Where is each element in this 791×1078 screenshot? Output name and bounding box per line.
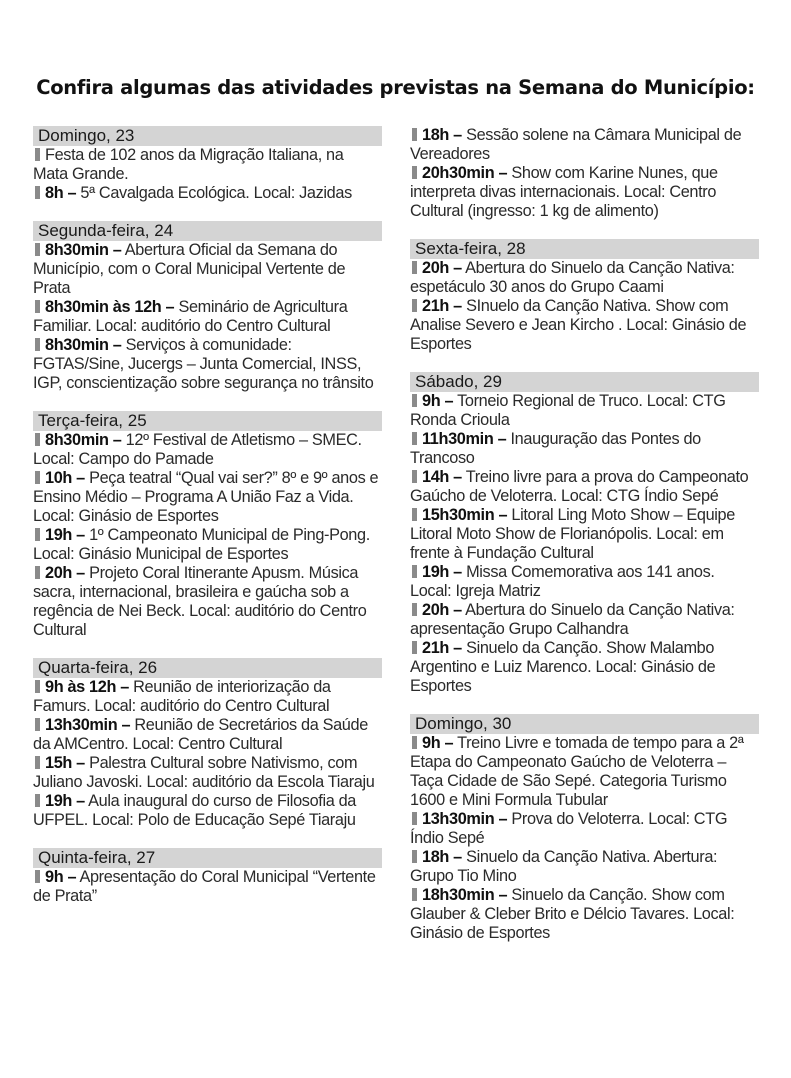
event-time: 15h – (45, 754, 85, 772)
event-text: 1º Campeonato Municipal de Ping-Pong. Local: Ginásio Municipal de Esportes (33, 526, 370, 563)
event-item (33, 678, 382, 716)
day-section (33, 221, 382, 393)
bullet-bar-icon (412, 812, 417, 825)
day-section (33, 658, 382, 830)
event-text: Abertura do Sinuelo da Canção Nativa: espetáculo 30 anos do Grupo Caami (410, 259, 735, 296)
event-time: 8h30min – (45, 336, 122, 354)
event-text: Show com Karine Nunes, que interpreta divas internacionais. Local: Centro Cultural (ingresso: 1 kg de alimento) (410, 164, 718, 220)
day-section (410, 372, 759, 696)
event-time: 13h30min – (422, 810, 508, 828)
event-item (33, 336, 382, 393)
event-item (410, 506, 759, 563)
event-item (410, 430, 759, 468)
event-time: 20h – (422, 259, 462, 277)
event-time: 20h – (422, 601, 462, 619)
event-item (410, 392, 759, 430)
bullet-bar-icon (412, 394, 417, 407)
event-item (33, 469, 382, 526)
event-time: 19h – (45, 526, 85, 544)
event-time: 15h30min – (422, 506, 508, 524)
event-item (410, 468, 759, 506)
event-item (410, 886, 759, 943)
day-header: Quarta-feira, 26 (33, 658, 382, 678)
event-time: 10h – (45, 469, 85, 487)
bullet-bar-icon (412, 508, 417, 521)
event-item (410, 126, 759, 164)
event-item (33, 241, 382, 298)
event-item (33, 564, 382, 640)
bullet-bar-icon (412, 261, 417, 274)
day-section (33, 848, 382, 906)
bullet-bar-icon (412, 736, 417, 749)
bullet-bar-icon (35, 300, 40, 313)
day-section (33, 411, 382, 640)
bullet-bar-icon (35, 471, 40, 484)
event-item (410, 164, 759, 221)
event-text: Sessão solene na Câmara Municipal de Vereadores (410, 126, 742, 163)
event-item (410, 810, 759, 848)
event-time: 19h – (45, 792, 85, 810)
event-text: Apresentação do Coral Municipal “Vertente de Prata” (33, 868, 376, 905)
event-item (33, 754, 382, 792)
day-section (410, 239, 759, 354)
event-time: 11h30min – (422, 430, 507, 448)
event-text: Projeto Coral Itinerante Apusm. Música sacra, internacional, brasileira e gaúcha sob a regência de Nei Beck. Local: auditório do Centro Cultural (33, 564, 367, 639)
day-header: Domingo, 23 (33, 126, 382, 146)
right-column (410, 126, 759, 961)
event-item (33, 868, 382, 906)
event-text: Litoral Ling Moto Show – Equipe Litoral Moto Show de Florianópolis. Local: em frente à Fundação Cultural (410, 506, 735, 562)
event-time: 20h30min – (422, 164, 508, 182)
event-time: 18h30min – (422, 886, 508, 904)
event-item (410, 848, 759, 886)
event-item (33, 184, 382, 203)
event-item (410, 601, 759, 639)
day-header: Sexta-feira, 28 (410, 239, 759, 259)
left-column (33, 126, 382, 924)
event-time: 13h30min – (45, 716, 131, 734)
bullet-bar-icon (412, 565, 417, 578)
bullet-bar-icon (35, 338, 40, 351)
bullet-bar-icon (35, 870, 40, 883)
bullet-bar-icon (412, 850, 417, 863)
event-text: Serviços à comunidade: FGTAS/Sine, Jucergs – Junta Comercial, INSS, IGP, conscientização sobre segurança no trânsito (33, 336, 374, 392)
event-text: Aula inaugural do curso de Filosofia da UFPEL. Local: Polo de Educação Sepé Tiaraju (33, 792, 357, 829)
event-time: 9h – (422, 392, 454, 410)
event-text: Sinuelo da Canção. Show Malambo Argentino e Luiz Marenco. Local: Ginásio de Esportes (410, 639, 716, 695)
event-text: Reunião de interiorização da Famurs. Local: auditório do Centro Cultural (33, 678, 331, 715)
event-item (410, 563, 759, 601)
event-time: 19h – (422, 563, 462, 581)
event-item (410, 297, 759, 354)
event-text: Inauguração das Pontes do Trancoso (410, 430, 701, 467)
bullet-bar-icon (412, 603, 417, 616)
event-time: 14h – (422, 468, 462, 486)
day-header: Domingo, 30 (410, 714, 759, 734)
bullet-bar-icon (35, 718, 40, 731)
event-time: 9h – (422, 734, 454, 752)
event-text: SInuelo da Canção Nativa. Show com Analise Severo e Jean Kircho . Local: Ginásio de Esportes (410, 297, 747, 353)
page-title: Confira algumas das atividades previstas na Semana do Município: (36, 76, 755, 99)
event-text: Treino Livre e tomada de tempo para a 2ª Etapa do Campeonato Gaúcho de Veloterra – Taça Cidade de São Sepé. Categoria Turismo 1600 e Mini Formula Tubular (410, 734, 744, 809)
event-text: Missa Comemorativa aos 141 anos. Local: Igreja Matriz (410, 563, 715, 600)
event-item (33, 716, 382, 754)
day-header: Quinta-feira, 27 (33, 848, 382, 868)
event-item (410, 639, 759, 696)
event-text: Seminário de Agricultura Familiar. Local: auditório do Centro Cultural (33, 298, 348, 335)
bullet-bar-icon (412, 470, 417, 483)
bullet-bar-icon (35, 680, 40, 693)
day-section (33, 126, 382, 203)
event-time: 20h – (45, 564, 85, 582)
event-text: Prova do Veloterra. Local: CTG Índio Sepé (410, 810, 728, 847)
bullet-bar-icon (35, 148, 40, 161)
event-time: 18h – (422, 126, 462, 144)
bullet-bar-icon (412, 166, 417, 179)
event-text: 12º Festival de Atletismo – SMEC. Local: Campo do Pamade (33, 431, 362, 468)
bullet-bar-icon (412, 888, 417, 901)
event-time: 8h30min às 12h – (45, 298, 175, 316)
bullet-bar-icon (35, 794, 40, 807)
day-section (410, 126, 759, 221)
day-section (410, 714, 759, 943)
event-time: 8h – (45, 184, 77, 202)
event-text: Sinuelo da Canção. Show com Glauber & Cleber Brito e Délcio Tavares. Local: Ginásio de Esportes (410, 886, 735, 942)
event-text: Abertura do Sinuelo da Canção Nativa: apresentação Grupo Calhandra (410, 601, 735, 638)
event-item (410, 734, 759, 810)
event-text: Festa de 102 anos da Migração Italiana, na Mata Grande. (33, 146, 344, 183)
event-time: 21h – (422, 297, 462, 315)
event-item (33, 526, 382, 564)
event-item (410, 259, 759, 297)
event-time: 8h30min – (45, 241, 122, 259)
event-time: 9h às 12h – (45, 678, 129, 696)
event-time: 18h – (422, 848, 462, 866)
day-header: Sábado, 29 (410, 372, 759, 392)
bullet-bar-icon (35, 243, 40, 256)
event-time: 21h – (422, 639, 462, 657)
bullet-bar-icon (412, 128, 417, 141)
bullet-bar-icon (35, 186, 40, 199)
event-time: 8h30min – (45, 431, 122, 449)
bullet-bar-icon (35, 756, 40, 769)
bullet-bar-icon (412, 641, 417, 654)
bullet-bar-icon (35, 528, 40, 541)
event-text: 5ª Cavalgada Ecológica. Local: Jazidas (80, 184, 352, 202)
event-text: Sinuelo da Canção Nativa. Abertura: Grupo Tio Mino (410, 848, 718, 885)
event-text: Reunião de Secretários da Saúde da AMCentro. Local: Centro Cultural (33, 716, 368, 753)
bullet-bar-icon (35, 433, 40, 446)
bullet-bar-icon (35, 566, 40, 579)
event-item (33, 792, 382, 830)
bullet-bar-icon (412, 432, 417, 445)
day-header: Terça-feira, 25 (33, 411, 382, 431)
event-item (33, 431, 382, 469)
event-item (33, 298, 382, 336)
event-text: Peça teatral “Qual vai ser?” 8º e 9º anos e Ensino Médio – Programa A União Faz a Vida. Local: Ginásio de Esportes (33, 469, 379, 525)
event-item (33, 146, 382, 184)
day-header: Segunda-feira, 24 (33, 221, 382, 241)
event-text: Treino livre para a prova do Campeonato Gaúcho de Veloterra. Local: CTG Índio Sepé (410, 468, 749, 505)
event-text: Palestra Cultural sobre Nativismo, com Juliano Javoski. Local: auditório da Escola Tiaraju (33, 754, 375, 791)
event-text: Torneio Regional de Truco. Local: CTG Ronda Crioula (410, 392, 726, 429)
event-text: Abertura Oficial da Semana do Município, com o Coral Municipal Vertente de Prata (33, 241, 346, 297)
bullet-bar-icon (412, 299, 417, 312)
event-time: 9h – (45, 868, 77, 886)
